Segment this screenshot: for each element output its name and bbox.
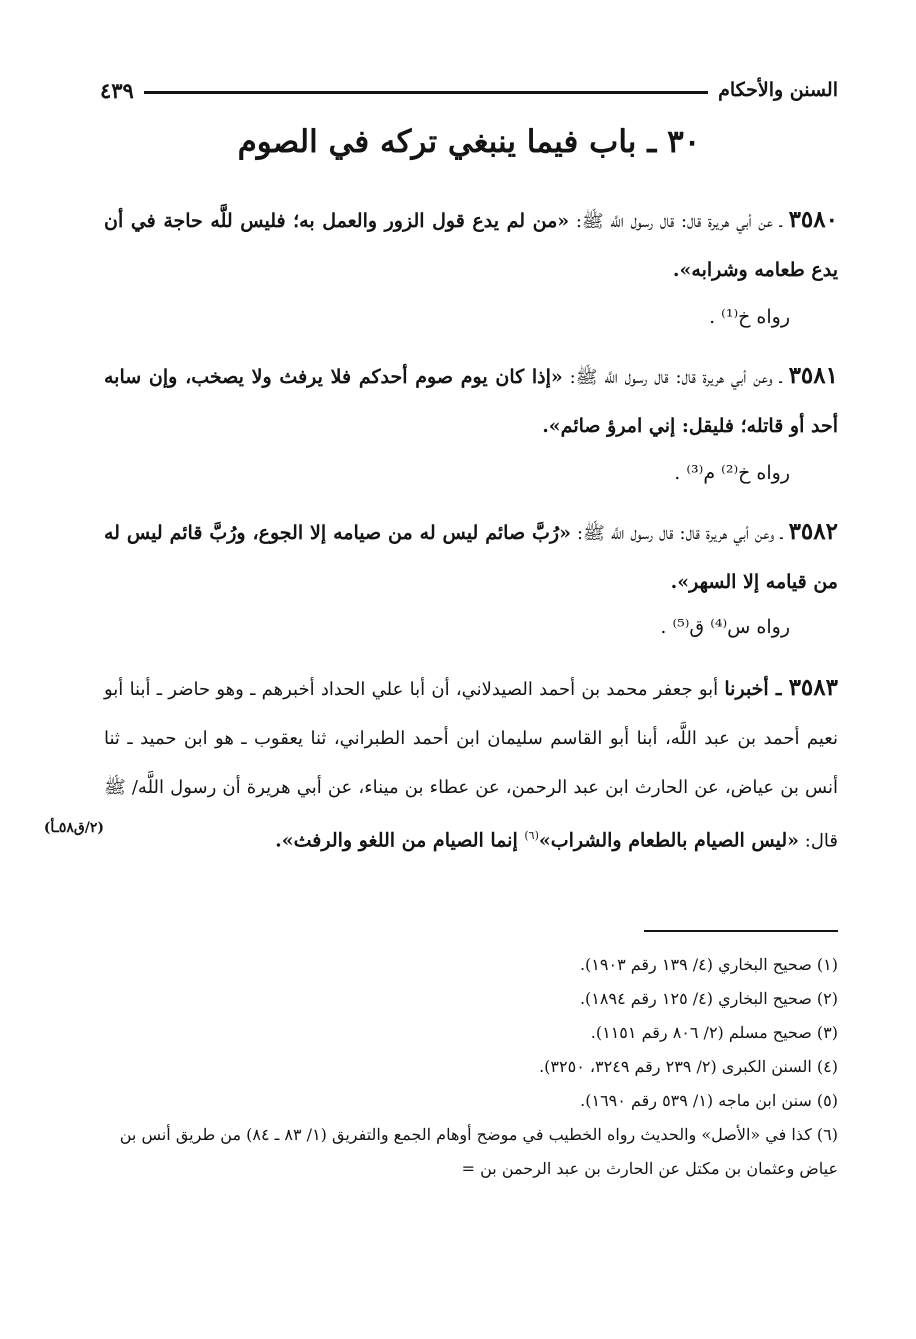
- footnote-2: (٢) صحيح البخاري (٤/ ١٢٥ رقم ١٨٩٤).: [579, 989, 838, 1008]
- hadith-text: «رُبَّ صائم ليس له من صيامه إلا الجوع، ورُبَّ قائم ليس له من قيامه إلا السهر».: [104, 522, 838, 593]
- hadith-text: «إذا كان يوم صوم أحدكم فلا يرفث ولا يصخب، وإن سابه أحد أو قاتله؛ فليقل: إني امرؤ صائم».: [104, 366, 838, 437]
- hadith-isnad: ـ وعن أبي هريرة قال: قال رسول اللَّه ﷺ:: [562, 367, 789, 388]
- hadith-isnad: ـ وعن أبي هريرة قال: قال رسول اللَّه ﷺ:: [570, 523, 789, 544]
- akhbarana-label: ـ أخبرنا: [724, 678, 789, 700]
- hadith-number: ٣٥٨٣: [788, 674, 838, 701]
- footnote-3: (٣) صحيح مسلم (٢/ ٨٠٦ رقم ١١٥١).: [590, 1023, 838, 1042]
- hadith-3581: [104, 352, 838, 450]
- riwaya-3580: رواه خ⁽¹⁾ .: [709, 306, 790, 328]
- hadith-3580: [104, 196, 838, 294]
- running-header: [100, 74, 838, 106]
- chapter-title: ٣٠ ـ باب فيما ينبغي تركه في الصوم: [237, 124, 701, 160]
- hadith-isnad: أبو جعفر محمد بن أحمد الصيدلاني، أن أبا علي الحداد أخبرهم ـ وهو حاضر ـ أبنا أبو نعيم أحمد بن عبد اللَّه، أبنا أبو القاسم سليمان ابن أحمد الطبراني، ثنا يعقوب ـ هو ابن حميد ـ ثنا أنس بن عياض، عن الحارث ابن عبد الرحمن، عن عطاء بن ميناء، عن أبي هريرة أن رسول اللَّه/ ﷺ قال:: [104, 679, 838, 852]
- footnotes: [100, 948, 838, 1186]
- book-title: السنن والأحكام: [718, 79, 838, 101]
- footnote-6: (٦) كذا في «الأصل» والحديث رواه الخطيب في موضح أوهام الجمع والتفريق (١/ ٨٣ ـ ٨٤) من طريق أنس بن عياض وعثمان بن مكتل عن الحارث بن عبد الرحمن بن =: [119, 1125, 838, 1178]
- footnote-rule: [644, 930, 838, 932]
- hadith-number: ٣٥٨٠: [788, 206, 838, 233]
- hadith-text-continued: إنما الصيام من اللغو والرفث».: [275, 829, 525, 852]
- hadith-text: «ليس الصيام بالطعام والشراب»: [538, 829, 800, 852]
- footnote-5: (٥) سنن ابن ماجه (١/ ٥٣٩ رقم ١٦٩٠).: [580, 1091, 838, 1110]
- hadith-text: «من لم يدع قول الزور والعمل به؛ فليس للَّه حاجة في أن يدع طعامه وشرابه».: [104, 210, 838, 281]
- header-rule: [144, 91, 708, 94]
- hadith-isnad: ـ عن أبي هريرة قال: قال رسول اللَّه ﷺ:: [569, 211, 789, 232]
- hadith-number: ٣٥٨١: [788, 362, 838, 389]
- riwaya-3581: رواه خ⁽²⁾ م⁽³⁾ .: [674, 462, 790, 484]
- hadith-3583: [104, 664, 838, 865]
- footnote-marker: (٦): [524, 829, 539, 842]
- page-number: ٤٣٩: [100, 77, 134, 103]
- riwaya-3582: رواه س⁽⁴⁾ ق⁽⁵⁾ .: [660, 616, 790, 638]
- footnote-4: (٤) السنن الكبرى (٢/ ٢٣٩ رقم ٣٢٤٩، ٣٢٥٠).: [539, 1057, 838, 1076]
- hadith-number: ٣٥٨٢: [788, 518, 838, 545]
- hadith-3582: [104, 508, 838, 606]
- manuscript-margin-note: (٢/ق٥٨ـأ): [43, 820, 104, 836]
- footnote-1: (١) صحيح البخاري (٤/ ١٣٩ رقم ١٩٠٣).: [579, 955, 838, 974]
